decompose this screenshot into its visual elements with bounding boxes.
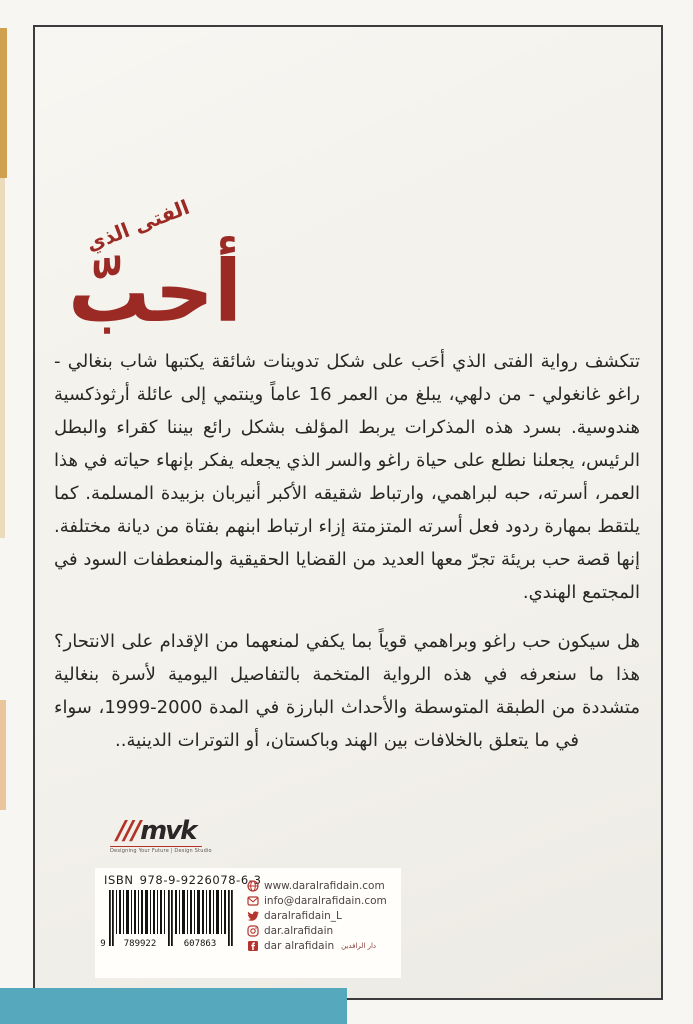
logo-mark	[117, 816, 196, 846]
contact-facebook-arabic: دار الرافدين	[341, 942, 377, 950]
contact-row-twitter	[247, 910, 397, 922]
page-edge-strip	[0, 178, 5, 538]
logo-tagline: Designing Your Future | Design Studio	[110, 848, 212, 854]
twitter-icon	[247, 910, 259, 922]
email-icon	[247, 895, 259, 907]
page-edge-strip	[0, 700, 6, 810]
teal-band	[0, 988, 347, 1024]
contact-list	[247, 880, 397, 952]
isbn-label: ISBN	[104, 873, 134, 887]
publisher-panel	[95, 868, 401, 978]
synopsis-paragraph-1: تتكشف رواية الفتى الذي أحَب على شكل تدوينات شائقة يكتبها شاب بنغالي - راغو غانغولي - من دلهي، يبلغ من العمر 16 عاماً وينتمي إلى عائلة أرثوذكسية هندوسية. بسرد هذه المذكرات يربط المؤلف بشكل رائع بيننا كقراء والبطل الرئيس، يجعلنا نطلع على حياة راغو والسر الذي يجعله يفكر بإنهاء حياته في هذا العمر، أسرته، حبه لبراهمي، وارتباط شقيقه الأكبر أنيربان بزبيدة المسلمة. كما يلتقط بمهارة ردود فعل أسرته المتزمتة إزاء ارتباط ابنهم بفتاة من ديانة مختلفة. إنها قصة حب بريئة تجرّ معها العديد من القضايا الحقيقية والمنعطفات السود في المجتمع الهندي.	[54, 351, 640, 603]
barcode	[99, 889, 239, 953]
logo-letters: mvk	[140, 816, 196, 846]
book-title-small-line: الفتى الذي	[82, 194, 193, 257]
book-title-main-word: أحبّ	[67, 243, 242, 342]
contact-instagram: dar.alrafidain	[264, 925, 334, 937]
contact-facebook: dar alrafidain	[264, 940, 335, 952]
contact-email: info@daralrafidain.com	[264, 895, 387, 907]
globe-icon	[247, 880, 259, 892]
contact-row-website	[247, 880, 397, 892]
barcode-digit-group-2: 789922	[123, 939, 157, 949]
contact-row-email	[247, 895, 397, 907]
logo-slashes: ///	[116, 816, 140, 846]
barcode-digit-group-3: 607863	[183, 939, 217, 949]
contact-twitter: daralrafidain_L	[264, 910, 342, 922]
page-edge-strip	[0, 28, 7, 178]
facebook-icon	[247, 940, 259, 952]
design-studio-logo	[100, 818, 212, 854]
isbn-number: 978-9-9226078-6-3	[139, 873, 262, 887]
contact-row-facebook	[247, 940, 397, 952]
isbn-line	[104, 873, 262, 887]
contact-website: www.daralrafidain.com	[264, 880, 385, 892]
barcode-bars	[99, 889, 239, 953]
synopsis-paragraph-2: هل سيكون حب راغو وبراهمي قوياً بما يكفي لمنعهما من الإقدام على الانتحار؟ هذا ما سنعرفه في هذه الرواية المتخمة بالتفاصيل اليومية لأسرة بنغالية متشددة من الطبقة المتوسطة والأحداث البارزة في المدة 2000-1999، سواء في ما يتعلق بالخلافات بين الهند وباكستان، أو التوترات الدينية..	[54, 631, 640, 751]
book-title	[62, 172, 262, 342]
barcode-digit-group-1: 9	[100, 939, 106, 949]
instagram-icon	[247, 925, 259, 937]
contact-row-instagram	[247, 925, 397, 937]
